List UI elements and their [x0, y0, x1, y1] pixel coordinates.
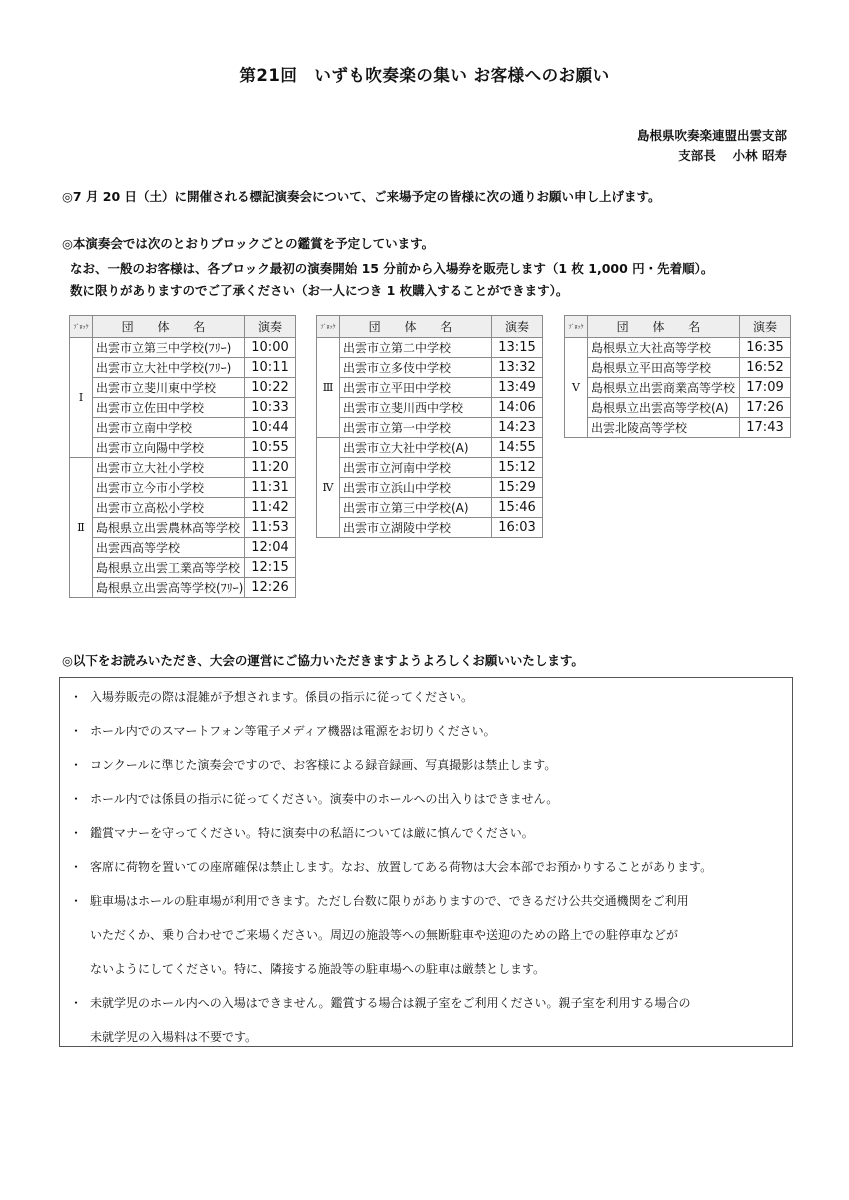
block-label: Ⅲ	[317, 338, 340, 438]
bullet-mark: ・	[70, 894, 83, 908]
table-row	[565, 378, 791, 398]
schedule-table-1	[69, 315, 296, 598]
table-row	[70, 538, 296, 558]
notice-item	[70, 1028, 257, 1045]
notice-text: 鑑賞マナーを守ってください。特に演奏中の私語については厳に慎んでください。	[90, 826, 534, 840]
bullet-mark: ・	[70, 996, 83, 1010]
performance-time: 14:06	[492, 398, 543, 418]
group-name: 出雲市立第一中学校	[340, 418, 492, 438]
notice-item	[70, 858, 712, 875]
bullet-mark: ・	[70, 758, 83, 772]
table-row	[317, 478, 543, 498]
performance-time: 12:26	[245, 578, 296, 598]
performance-time: 10:55	[245, 438, 296, 458]
notice-text: ホール内でのスマートフォン等電子メディア機器は電源をお切りください。	[90, 724, 496, 738]
performance-time: 15:12	[492, 458, 543, 478]
table-row	[317, 378, 543, 398]
schedule-table-3	[564, 315, 791, 438]
block-label: Ⅳ	[317, 438, 340, 538]
header-group: 団 体 名	[340, 316, 492, 338]
header-block: ﾌﾞﾛｯｸ	[565, 316, 588, 338]
table-row	[565, 398, 791, 418]
table-row	[70, 338, 296, 358]
notice-item	[70, 824, 534, 841]
group-name: 出雲市立斐川西中学校	[340, 398, 492, 418]
notice-item	[70, 688, 473, 705]
notice-box	[59, 677, 793, 1047]
group-name: 出雲市立浜山中学校	[340, 478, 492, 498]
performance-time: 11:20	[245, 458, 296, 478]
group-name: 出雲市立湖陵中学校	[340, 518, 492, 538]
table-row	[317, 358, 543, 378]
notice-item	[70, 756, 556, 773]
bullet-mark: ・	[70, 724, 83, 738]
table-row	[317, 438, 543, 458]
performance-time: 14:23	[492, 418, 543, 438]
page-title: 第21回 いずも吹奏楽の集い お客様へのお願い	[239, 66, 610, 85]
table-row	[70, 398, 296, 418]
performance-time: 17:26	[740, 398, 791, 418]
notice-item	[70, 926, 678, 943]
group-name: 出雲市立第三中学校(ﾌﾘｰ)	[93, 338, 245, 358]
performance-time: 13:32	[492, 358, 543, 378]
header-time: 演奏	[492, 316, 543, 338]
bullet-mark: ・	[70, 792, 83, 806]
table-row	[565, 338, 791, 358]
table-row	[317, 518, 543, 538]
group-name: 出雲市立平田中学校	[340, 378, 492, 398]
table-row	[70, 378, 296, 398]
table-header-row	[317, 316, 543, 338]
group-name: 島根県立出雲商業高等学校	[588, 378, 740, 398]
table-row	[70, 518, 296, 538]
header-group: 団 体 名	[588, 316, 740, 338]
group-name: 島根県立出雲高等学校(A)	[588, 398, 740, 418]
performance-time: 16:52	[740, 358, 791, 378]
performance-time: 17:43	[740, 418, 791, 438]
table-row	[70, 358, 296, 378]
schedule-note-2: 数に限りがありますのでご了承ください（お一人につき 1 枚購入することができます）。	[70, 283, 569, 298]
performance-time: 10:11	[245, 358, 296, 378]
group-name: 出雲市立斐川東中学校	[93, 378, 245, 398]
performance-time: 11:53	[245, 518, 296, 538]
table-row	[70, 478, 296, 498]
group-name: 島根県立平田高等学校	[588, 358, 740, 378]
notice-text: 未就学児の入場料は不要です。	[90, 1030, 258, 1044]
group-name: 出雲市立河南中学校	[340, 458, 492, 478]
group-name: 出雲市立第三中学校(A)	[340, 498, 492, 518]
table-row	[317, 498, 543, 518]
group-name: 島根県立出雲農林高等学校	[93, 518, 245, 538]
schedule-note-1: なお、一般のお客様は、各ブロック最初の演奏開始 15 分前から入場券を販売します（1 枚 1,000 円・先着順）。	[70, 261, 714, 276]
performance-time: 17:09	[740, 378, 791, 398]
performance-time: 12:04	[245, 538, 296, 558]
performance-time: 16:35	[740, 338, 791, 358]
group-name: 出雲市立多伎中学校	[340, 358, 492, 378]
performance-time: 10:22	[245, 378, 296, 398]
intro-text: ◎7 月 20 日（土）に開催される標記演奏会について、ご来場予定の皆様に次の通りお願い申し上げます。	[62, 189, 661, 204]
performance-time: 11:31	[245, 478, 296, 498]
performance-time: 14:55	[492, 438, 543, 458]
notice-text: ないようにしてください。特に、隣接する施設等の駐車場への駐車は厳禁とします。	[90, 962, 546, 976]
group-name: 出雲市立佐田中学校	[93, 398, 245, 418]
notice-item	[70, 960, 545, 977]
bullet-mark: ・	[70, 860, 83, 874]
schedule-heading: ◎本演奏会では次のとおりブロックごとの鑑賞を予定しています。	[62, 236, 435, 251]
table-row	[70, 498, 296, 518]
table-row	[565, 418, 791, 438]
table-row	[70, 578, 296, 598]
notice-text: 客席に荷物を置いての座席確保は禁止します。なお、放置してある荷物は大会本部でお預かりすることがあります。	[90, 860, 713, 874]
group-name: 出雲市立今市小学校	[93, 478, 245, 498]
notice-text: 駐車場はホールの駐車場が利用できます。ただし台数に限りがありますので、できるだけ公共交通機関をご利用	[90, 894, 689, 908]
header-block: ﾌﾞﾛｯｸ	[317, 316, 340, 338]
performance-time: 10:33	[245, 398, 296, 418]
group-name: 出雲西高等学校	[93, 538, 245, 558]
table-row	[70, 458, 296, 478]
table-row	[317, 398, 543, 418]
group-name: 出雲市立第二中学校	[340, 338, 492, 358]
group-name: 出雲市立大社中学校(ﾌﾘｰ)	[93, 358, 245, 378]
notice-text: 未就学児のホール内への入場はできません。鑑賞する場合は親子室をご利用ください。親子室を利用する場合の	[90, 996, 691, 1010]
performance-time: 15:46	[492, 498, 543, 518]
table-row	[317, 418, 543, 438]
performance-time: 12:15	[245, 558, 296, 578]
group-name: 島根県立大社高等学校	[588, 338, 740, 358]
notice-text: ホール内では係員の指示に従ってください。演奏中のホールへの出入りはできません。	[90, 792, 559, 806]
notice-item	[70, 892, 689, 909]
block-label: Ⅱ	[70, 458, 93, 598]
header-time: 演奏	[740, 316, 791, 338]
performance-time: 13:15	[492, 338, 543, 358]
table-header-row	[565, 316, 791, 338]
table-row	[317, 458, 543, 478]
schedule-table-2	[316, 315, 543, 538]
notice-item	[70, 722, 496, 739]
group-name: 出雲市立大社中学校(A)	[340, 438, 492, 458]
performance-time: 10:00	[245, 338, 296, 358]
organization-name: 島根県吹奏楽連盟出雲支部	[636, 128, 787, 143]
performance-time: 13:49	[492, 378, 543, 398]
header-group: 団 体 名	[93, 316, 245, 338]
group-name: 島根県立出雲工業高等学校	[93, 558, 245, 578]
notice-text: 入場券販売の際は混雑が予想されます。係員の指示に従ってください。	[90, 690, 474, 704]
organization-head: 支部長 小林 昭寿	[678, 148, 787, 163]
notice-text: いただくか、乗り合わせでご来場ください。周辺の施設等への無断駐車や送迎のための路上での駐停車などが	[90, 928, 679, 942]
group-name: 出雲市立高松小学校	[93, 498, 245, 518]
bullet-mark: ・	[70, 826, 83, 840]
table-row	[70, 438, 296, 458]
notice-item	[70, 790, 558, 807]
performance-time: 16:03	[492, 518, 543, 538]
header-time: 演奏	[245, 316, 296, 338]
table-header-row	[70, 316, 296, 338]
table-row	[565, 358, 791, 378]
notice-text: コンクールに準じた演奏会ですので、お客様による録音録画、写真撮影は禁止します。	[90, 758, 557, 772]
notice-heading: ◎以下をお読みいただき、大会の運営にご協力いただきますようよろしくお願いいたします。	[62, 653, 584, 668]
table-row	[70, 558, 296, 578]
group-name: 出雲市立大社小学校	[93, 458, 245, 478]
group-name: 出雲市立南中学校	[93, 418, 245, 438]
group-name: 島根県立出雲高等学校(ﾌﾘｰ)	[93, 578, 245, 598]
notice-item	[70, 994, 691, 1011]
bullet-mark: ・	[70, 690, 83, 704]
group-name: 出雲北陵高等学校	[588, 418, 740, 438]
block-label: Ⅰ	[70, 338, 93, 458]
group-name: 出雲市立向陽中学校	[93, 438, 245, 458]
performance-time: 11:42	[245, 498, 296, 518]
performance-time: 10:44	[245, 418, 296, 438]
table-row	[317, 338, 543, 358]
performance-time: 15:29	[492, 478, 543, 498]
table-row	[70, 418, 296, 438]
header-block: ﾌﾞﾛｯｸ	[70, 316, 93, 338]
block-label: Ⅴ	[565, 338, 588, 438]
